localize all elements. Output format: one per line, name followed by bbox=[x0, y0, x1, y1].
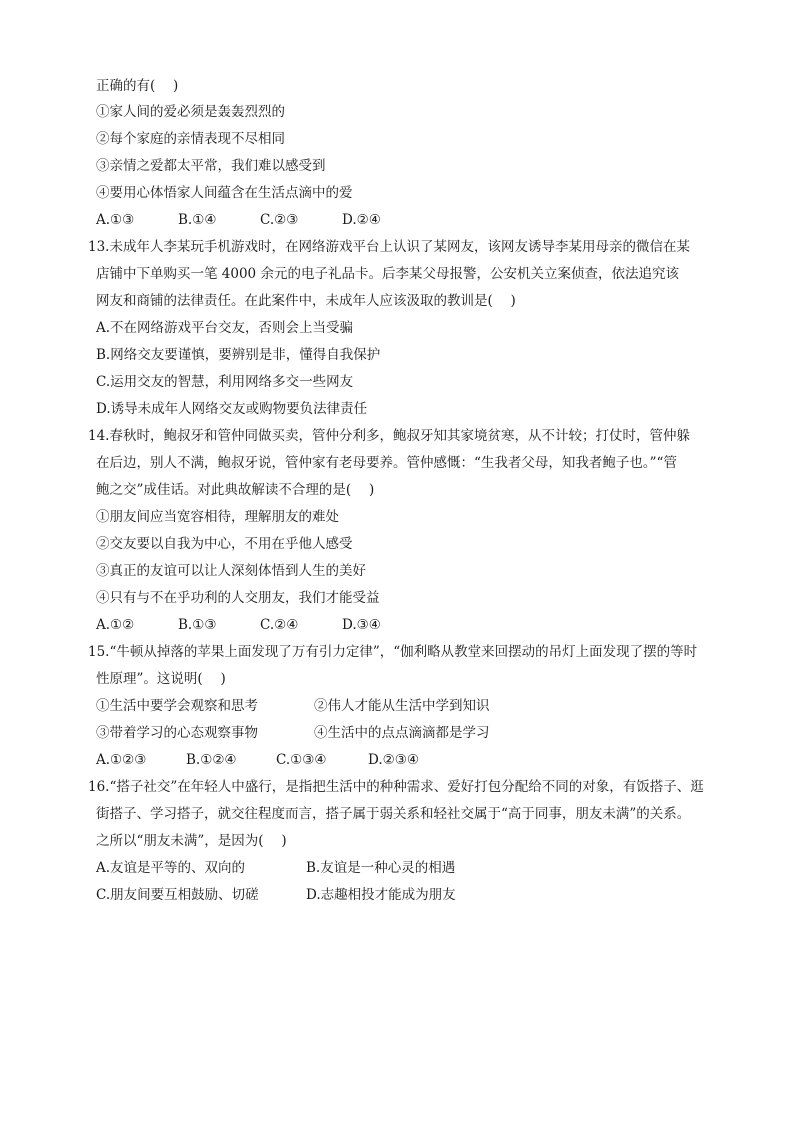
question-15-option-a: A.①②③ bbox=[96, 752, 147, 768]
question-14-statement-4: ④只有与不在乎功利的人交朋友，我们才能受益 bbox=[96, 590, 380, 606]
question-13-option-c: C.运用交友的智慧，利用网络多交一些网友 bbox=[96, 374, 354, 390]
question-15-option-c: C.①③④ bbox=[276, 752, 327, 768]
question-16-line-2: 街搭子、学习搭子，就交往程度而言，搭子属于弱关系和轻社交属于“高于同事，朋友未满”的关系。 bbox=[96, 806, 691, 822]
question-14-option-b: B.①③ bbox=[178, 617, 217, 633]
question-15-line-1: 15.“牛顿从掉落的苹果上面发现了万有引力定律”，“伽利略从教堂来回摆动的吊灯上面发现了摆的等时 bbox=[88, 644, 698, 660]
question-16-option-d: D.志趣相投才能成为朋友 bbox=[306, 887, 456, 903]
question-15-statement-1: ①生活中要学会观察和思考 bbox=[96, 698, 258, 714]
question-16-option-a: A.友谊是平等的、双向的 bbox=[96, 860, 246, 876]
question-12-option-d: D.②④ bbox=[342, 212, 381, 228]
question-15-statement-3: ③带着学习的心态观察事物 bbox=[96, 725, 258, 741]
question-14-option-a: A.①② bbox=[96, 617, 135, 633]
question-13-option-a: A.不在网络游戏平台交友，否则会上当受骗 bbox=[96, 320, 354, 336]
question-14-option-d: D.③④ bbox=[342, 617, 381, 633]
question-12-statement-2: ②每个家庭的亲情表现不尽相同 bbox=[96, 131, 285, 147]
question-14-line-2: 在后边，别人不满，鲍叔牙说，管仲家有老母要养。管仲感慨：“生我者父母，知我者鲍子也。”“管 bbox=[96, 455, 677, 471]
question-14-statement-1: ①朋友间应当宽容相待，理解朋友的难处 bbox=[96, 509, 339, 525]
question-12-stem-end: 正确的有( ) bbox=[96, 78, 179, 94]
question-16-option-b: B.友谊是一种心灵的相遇 bbox=[306, 860, 456, 876]
question-14-statement-3: ③真正的友谊可以让人深刻体悟到人生的美好 bbox=[96, 563, 366, 579]
question-14-option-c: C.②④ bbox=[260, 617, 299, 633]
question-15-line-2: 性原理”。这说明( ) bbox=[96, 671, 226, 687]
question-15-statement-2: ②伟人才能从生活中学到知识 bbox=[314, 698, 490, 714]
question-15-statement-4: ④生活中的点点滴滴都是学习 bbox=[314, 725, 490, 741]
question-12-statement-4: ④要用心体悟家人间蕴含在生活点滴中的爱 bbox=[96, 185, 353, 201]
question-16-line-3: 之所以“朋友未满”，是因为( ) bbox=[96, 833, 287, 849]
question-14-statement-2: ②交友要以自我为中心，不用在乎他人感受 bbox=[96, 536, 353, 552]
question-13-line-1: 13.未成年人李某玩手机游戏时，在网络游戏平台上认识了某网友，该网友诱导李某用母亲的微信在某 bbox=[88, 239, 690, 255]
question-13-line-2: 店铺中下单购买一笔 4000 余元的电子礼品卡。后李某父母报警，公安机关立案侦查，依法追究该 bbox=[96, 266, 679, 282]
question-14-line-1: 14.春秋时，鲍叔牙和管仲同做买卖，管仲分利多，鲍叔牙知其家境贫寒，从不计较；打仗时，管仲躲 bbox=[88, 428, 690, 444]
question-12-statement-1: ①家人间的爱必须是轰轰烈烈的 bbox=[96, 104, 285, 120]
question-12-option-a: A.①③ bbox=[96, 212, 135, 228]
question-12-statement-3: ③亲情之爱都太平常，我们难以感受到 bbox=[96, 158, 326, 174]
question-14-line-3: 鲍之交”成佳话。对此典故解读不合理的是( ) bbox=[96, 482, 375, 498]
question-13-option-d: D.诱导未成年人网络交友或购物要负法律责任 bbox=[96, 401, 368, 417]
question-16-option-c: C.朋友间要互相鼓励、切磋 bbox=[96, 887, 259, 903]
question-15-option-b: B.①②④ bbox=[186, 752, 237, 768]
question-16-line-1: 16.“搭子社交”在年轻人中盛行，是指把生活中的种种需求、爱好打包分配给不同的对象，有饭搭子、逛 bbox=[88, 779, 704, 795]
question-12-option-c: C.②③ bbox=[260, 212, 299, 228]
question-13-line-3: 网友和商铺的法律责任。在此案件中，未成年人应该汲取的教训是( ) bbox=[96, 293, 516, 309]
question-13-option-b: B.网络交友要谨慎，要辨别是非，懂得自我保护 bbox=[96, 347, 381, 363]
question-12-option-b: B.①④ bbox=[178, 212, 217, 228]
question-15-option-d: D.②③④ bbox=[368, 752, 419, 768]
